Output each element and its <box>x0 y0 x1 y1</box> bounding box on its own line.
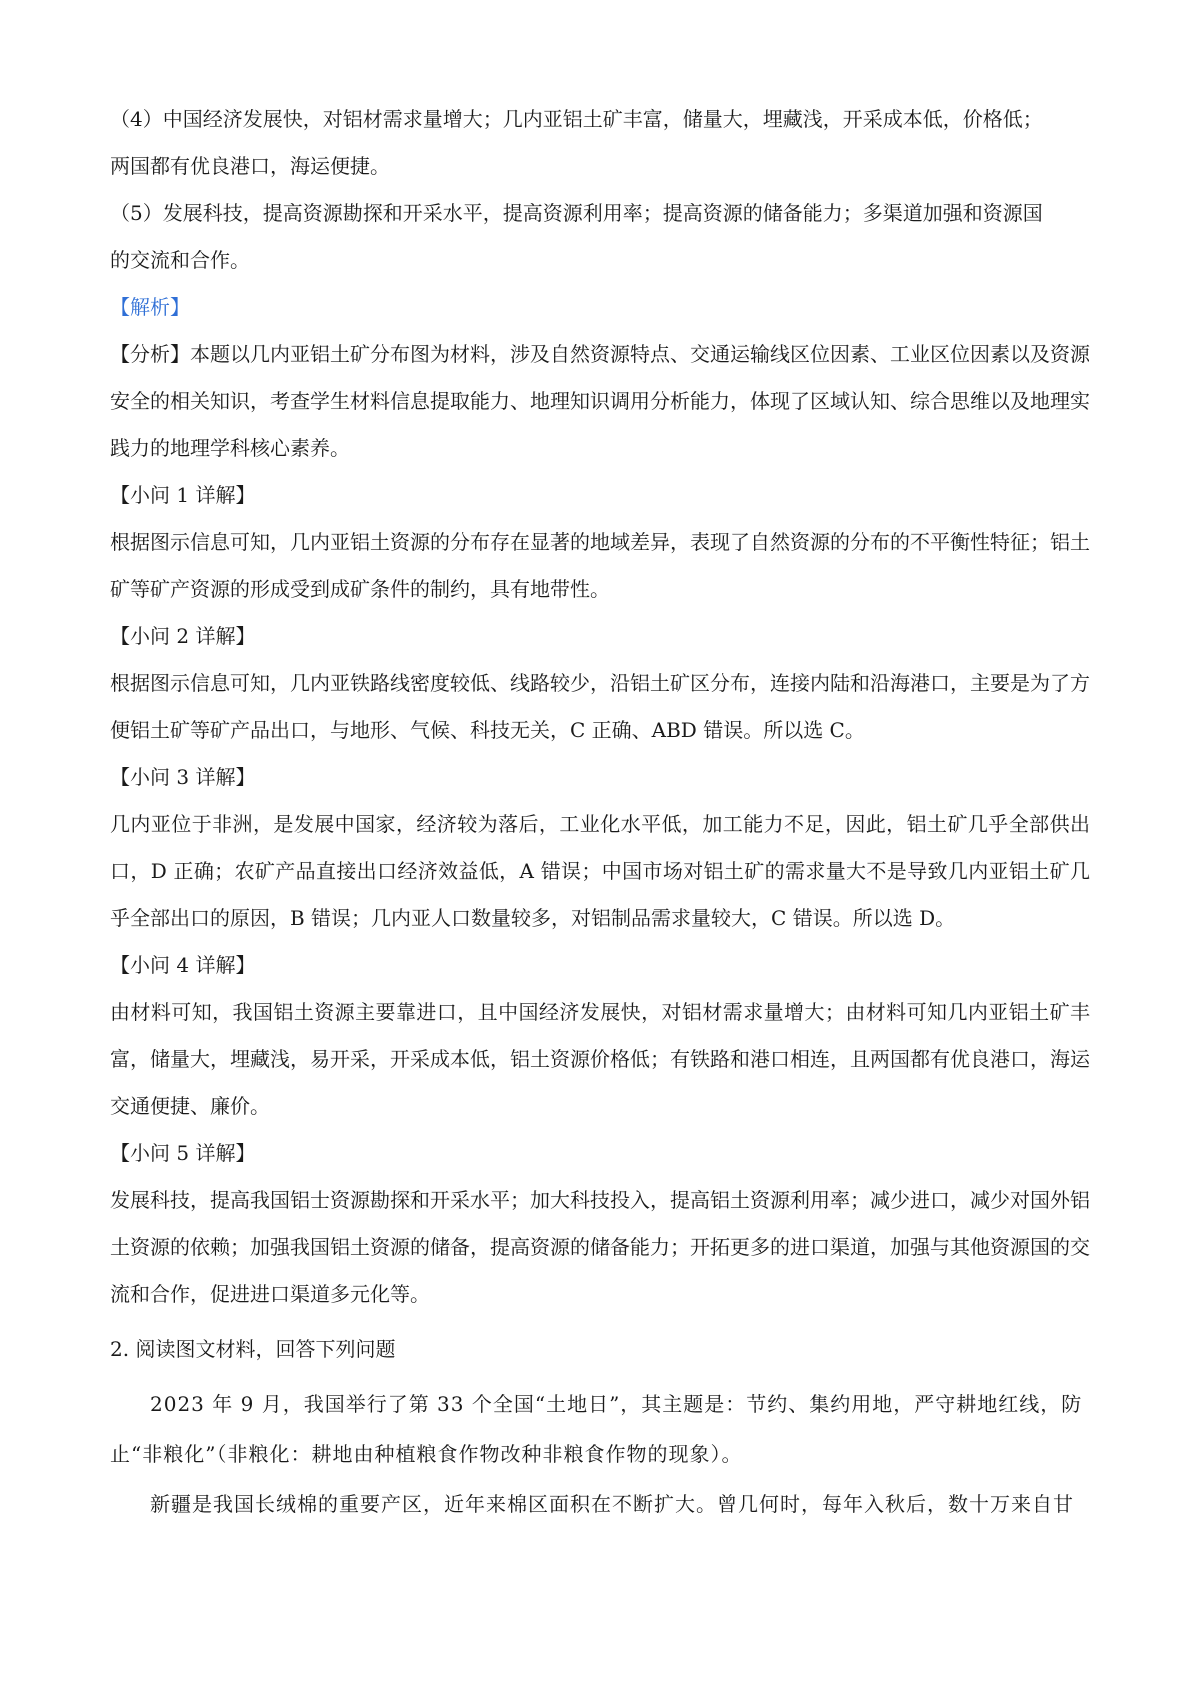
answer-5-line2: 的交流和合作。 <box>110 248 250 272</box>
answer-5 <box>110 190 1090 284</box>
answer-4 <box>110 96 1090 190</box>
sub-question-4-body: 由材料可知，我国铝土资源主要靠进口，且中国经济发展快，对铝材需求量增大；由材料可知几内亚铝土矿丰富，储量大，埋藏浅，易开采，开采成本低，铝土资源价格低；有铁路和港口相连，且两国都有优良港口，海运交通便捷、廉价。 <box>110 1000 1090 1118</box>
answer-4-line2: 两国都有优良港口，海运便捷。 <box>110 154 390 178</box>
sub-question-2-title: 【小问 2 详解】 <box>110 624 256 648</box>
sub-question-4-title: 【小问 4 详解】 <box>110 953 256 977</box>
jiexi-label: 【解析】 <box>110 295 190 319</box>
sub-question-5-title: 【小问 5 详解】 <box>110 1141 256 1165</box>
sub-question-1-title: 【小问 1 详解】 <box>110 483 256 507</box>
sub-question-3-title: 【小问 3 详解】 <box>110 765 256 789</box>
answer-5-line1: （5）发展科技，提高资源勘探和开采水平，提高资源利用率；提高资源的储备能力；多渠道加强和资源国 <box>110 201 1043 225</box>
answer-4-line1: （4）中国经济发展快，对铝材需求量增大；几内亚铝土矿丰富，储量大，埋藏浅，开采成本低，价格低； <box>110 107 1043 131</box>
question-2-material-paragraph-1: 2023 年 9 月，我国举行了第 33 个全国“土地日”，其主题是：节约、集约用地，严守耕地红线，防止“非粮化”（非粮化：耕地由种植粮食作物改种非粮食作物的现象）。 <box>110 1392 1083 1466</box>
analysis-paragraph: 【分析】本题以几内亚铝土矿分布图为材料，涉及自然资源特点、交通运输线区位因素、工业区位因素以及资源安全的相关知识，考查学生材料信息提取能力、地理知识调用分析能力，体现了区域认知、综合思维以及地理实践力的地理学科核心素养。 <box>110 342 1090 460</box>
sub-question-5-body: 发展科技，提高我国铝士资源勘探和开采水平；加大科技投入，提高铝土资源利用率；减少进口，减少对国外铝土资源的依赖；加强我国铝土资源的储备，提高资源的储备能力；开拓更多的进口渠道，加强与其他资源国的交流和合作，促进进口渠道多元化等。 <box>110 1188 1090 1306</box>
sub-question-1-body: 根据图示信息可知，几内亚铝土资源的分布存在显著的地域差异，表现了自然资源的分布的不平衡性特征；铝土矿等矿产资源的形成受到成矿条件的制约，具有地带性。 <box>110 530 1090 601</box>
sub-question-3-body: 几内亚位于非洲，是发展中国家，经济较为落后，工业化水平低，加工能力不足，因此，铝土矿几乎全部供出口，D 正确；农矿产品直接出口经济效益低，A 错误；中国市场对铝土矿的需求量大不是导致几内亚铝土矿几乎全部出口的原因，B 错误；几内亚人口数量较多，对铝制品需求量较大，C 错误。所以选 D。 <box>110 812 1090 930</box>
question-2-title: 2. 阅读图文材料，回答下列问题 <box>110 1337 396 1361</box>
question-2-material-paragraph-2: 新疆是我国长绒棉的重要产区，近年来棉区面积在不断扩大。曾几何时，每年入秋后，数十万来自甘 <box>150 1492 1074 1516</box>
sub-question-2-body: 根据图示信息可知，几内亚铁路线密度较低、线路较少，沿铝土矿区分布，连接内陆和沿海港口，主要是为了方便铝土矿等矿产品出口，与地形、气候、科技无关，C 正确、ABD 错误。所以选 C。 <box>110 671 1090 742</box>
